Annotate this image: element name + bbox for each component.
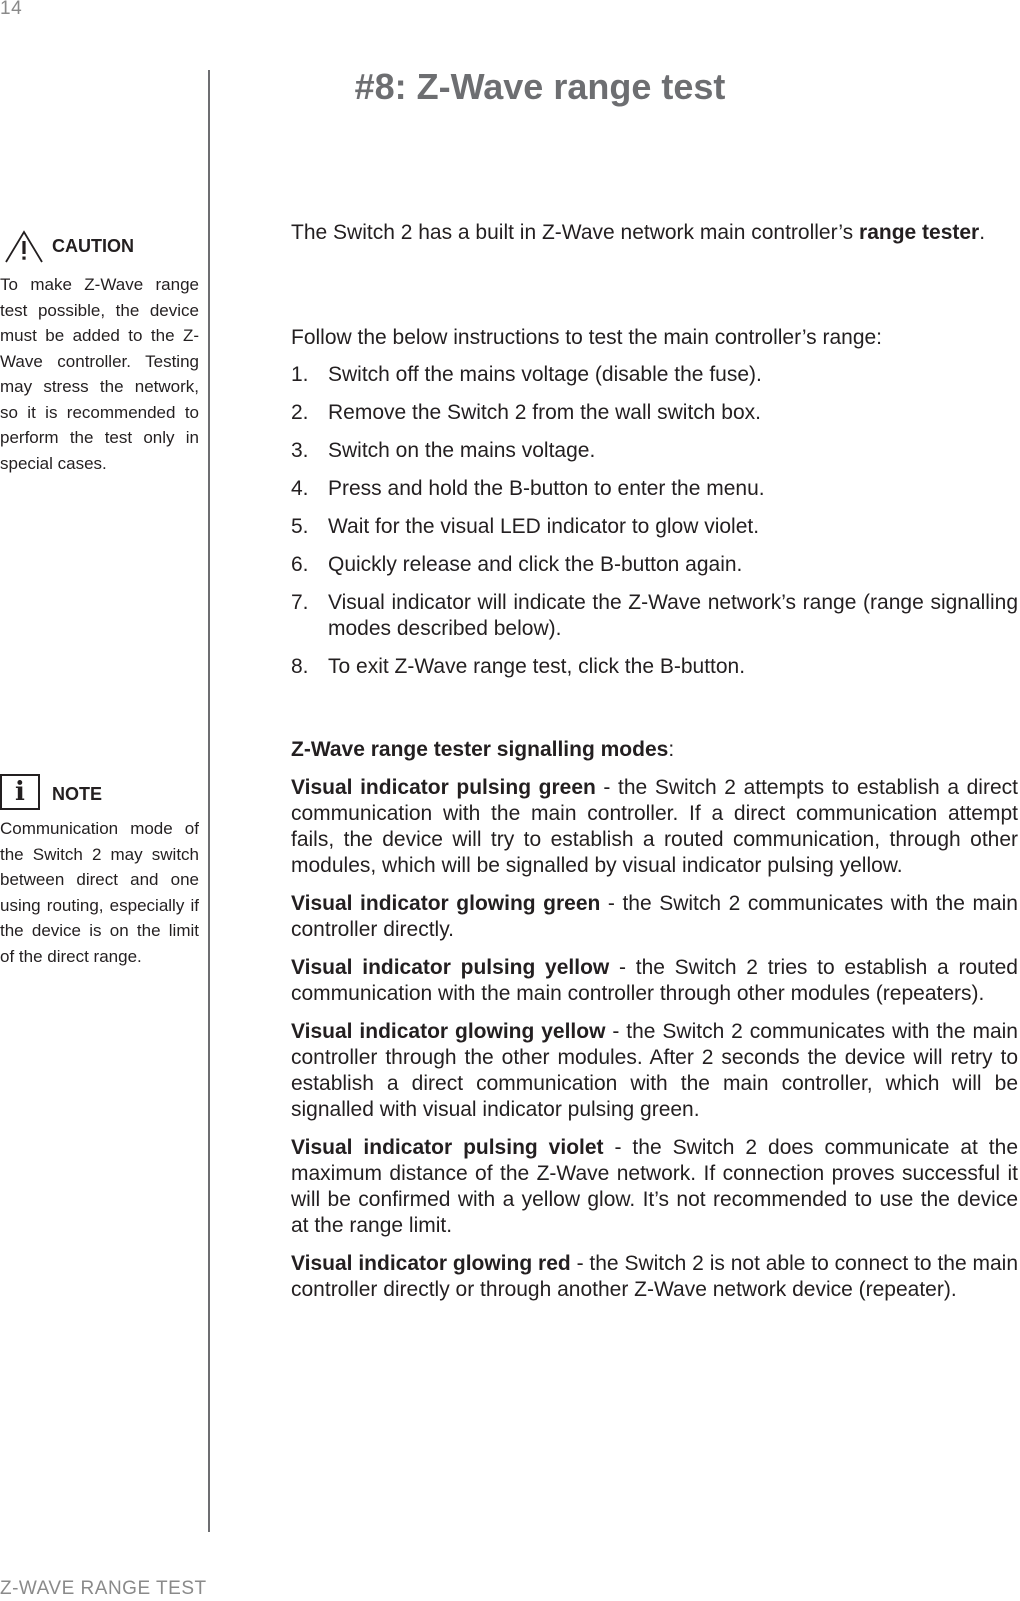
mode-paragraph bbox=[291, 1135, 1018, 1239]
step-number: 3. bbox=[291, 439, 309, 462]
step-text: Remove the Switch 2 from the wall switch box. bbox=[328, 401, 762, 424]
step-item bbox=[291, 654, 1018, 680]
step-text: Switch on the mains voltage. bbox=[328, 439, 596, 462]
step-number: 2. bbox=[291, 401, 309, 424]
note bbox=[0, 774, 199, 969]
note-header bbox=[0, 774, 199, 810]
mode-term: Visual indicator pulsing violet bbox=[291, 1136, 604, 1159]
mode-term: Visual indicator glowing red bbox=[291, 1252, 571, 1275]
step-text: Press and hold the B-button to enter the menu. bbox=[328, 477, 765, 500]
mode-text: - the Switch 2 attempts to establish a direct communication with the main controller. If a direct communication attempt fails, the device will try to establish a routed communication, through other modules, which will be signalled by visual indicator pulsing yellow. bbox=[291, 776, 1018, 877]
modes-title-bold: Z-Wave range tester signalling modes bbox=[291, 738, 669, 761]
mode-term: Visual indicator pulsing yellow bbox=[291, 956, 610, 979]
section-footer: Z-WAVE RANGE TEST bbox=[0, 1578, 207, 1599]
modes-list bbox=[291, 775, 1018, 1303]
step-text: Quickly release and click the B-button again. bbox=[328, 553, 743, 576]
step-number: 4. bbox=[291, 477, 309, 500]
step-text: Wait for the visual LED indicator to glow violet. bbox=[328, 515, 760, 538]
warning-triangle-icon bbox=[4, 230, 44, 264]
info-icon: i bbox=[0, 774, 40, 810]
mode-term: Visual indicator pulsing green bbox=[291, 776, 596, 799]
mode-text: - the Switch 2 is not able to connect to the main controller directly or through another Z-Wave network device (repeater). bbox=[291, 1252, 1018, 1301]
step-number: 7. bbox=[291, 591, 309, 614]
step-text: Visual indicator will indicate the Z-Wave network’s range (range signalling modes described below). bbox=[328, 591, 1018, 640]
intro-end: . bbox=[979, 221, 986, 244]
mode-text: - the Switch 2 communicates with the main controller directly. bbox=[291, 892, 1018, 941]
intro-paragraph bbox=[291, 220, 1018, 246]
note-label: NOTE bbox=[52, 784, 103, 804]
step-number: 8. bbox=[291, 655, 309, 678]
mode-paragraph bbox=[291, 1251, 1018, 1303]
step-item bbox=[291, 590, 1018, 642]
mode-paragraph bbox=[291, 1019, 1018, 1123]
column-divider bbox=[208, 70, 210, 1532]
step-item bbox=[291, 362, 1018, 388]
step-item bbox=[291, 476, 1018, 502]
step-text: To exit Z-Wave range test, click the B-button. bbox=[328, 655, 746, 678]
step-item bbox=[291, 552, 1018, 578]
page-number: 14 bbox=[0, 0, 23, 19]
mode-text: - the Switch 2 tries to establish a routed communication with the main controller through other modules (repeaters). bbox=[291, 956, 1018, 1005]
caution-note bbox=[0, 230, 199, 476]
step-item bbox=[291, 400, 1018, 426]
step-number: 6. bbox=[291, 553, 309, 576]
modes-title-end: : bbox=[668, 738, 675, 761]
caution-text: To make Z-Wave range test possible, the device must be added to the Z-Wave controller. Testing may stress the network, so it is recommended to perform the test only in special cases. bbox=[0, 275, 199, 473]
mode-term: Visual indicator glowing green bbox=[291, 892, 601, 915]
mode-term: Visual indicator glowing yellow bbox=[291, 1020, 606, 1043]
mode-paragraph bbox=[291, 955, 1018, 1007]
intro-bold: range tester bbox=[859, 221, 980, 244]
instructions-title: Follow the below instructions to test the main controller’s range: bbox=[291, 326, 883, 349]
step-item bbox=[291, 438, 1018, 464]
caution-header bbox=[0, 230, 199, 266]
step-number: 5. bbox=[291, 515, 309, 538]
page-title: #8: Z-Wave range test bbox=[354, 66, 726, 107]
note-text: Communication mode of the Switch 2 may switch between direct and one using routing, especially if the device is on the limit of the direct range. bbox=[0, 819, 199, 966]
mode-paragraph bbox=[291, 775, 1018, 879]
modes-title bbox=[291, 737, 1018, 763]
steps-list bbox=[291, 362, 1018, 680]
caution-label: CAUTION bbox=[52, 236, 134, 256]
mode-text: - the Switch 2 communicates with the main controller through the other modules. After 2 seconds the device will retry to establish a direct communication with the main controller, which will be signalled with visual indicator pulsing green. bbox=[291, 1020, 1018, 1121]
mode-text: - the Switch 2 does communicate at the maximum distance of the Z-Wave network. If connection proves successful it will be confirmed with a yellow glow. It’s not recommended to use the device at the range limit. bbox=[291, 1136, 1018, 1237]
mode-paragraph bbox=[291, 891, 1018, 943]
step-text: Switch off the mains voltage (disable the fuse). bbox=[328, 363, 762, 386]
intro-text: The Switch 2 has a built in Z-Wave network main controller’s bbox=[291, 221, 860, 244]
main-content bbox=[291, 220, 1018, 1303]
step-item bbox=[291, 514, 1018, 540]
step-number: 1. bbox=[291, 363, 309, 386]
